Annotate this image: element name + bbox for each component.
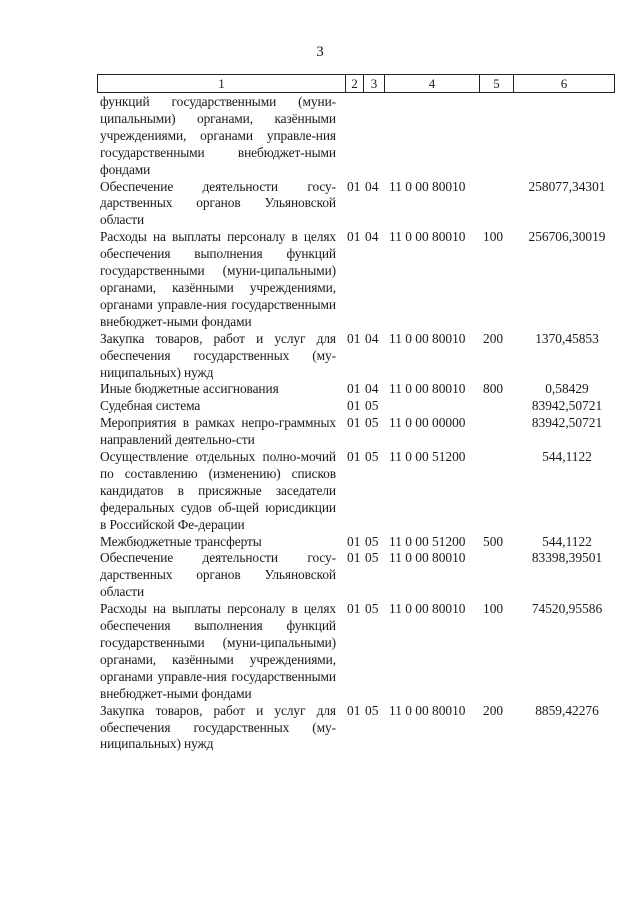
- row-description: Межбюджетные трансферты: [100, 533, 262, 549]
- row-target-article: 11 0 00 80010: [389, 178, 466, 194]
- row-expense-type: 200: [483, 330, 504, 346]
- table-row: [0, 179, 640, 230]
- row-amount: 258077,34301: [528, 178, 606, 194]
- row-code-section: 01: [347, 533, 361, 549]
- row-target-article: 11 0 00 80010: [389, 330, 466, 346]
- table-row: [0, 601, 640, 702]
- row-code-section: 01: [347, 550, 361, 566]
- row-code-section: 01: [347, 178, 361, 194]
- row-code-subsection: 05: [365, 702, 379, 718]
- row-amount: 74520,95586: [531, 601, 603, 617]
- row-expense-type: 800: [483, 381, 504, 397]
- row-description: Осуществление отдельных полно-мочий по составлению (изменению) списков кандидатов в присяжные заседатели федеральных судов об-щей юрисдикции в Российской Фе-дерации: [100, 449, 336, 532]
- row-amount: 1370,45853: [535, 330, 599, 346]
- row-target-article: 11 0 00 80010: [389, 229, 466, 245]
- row-description: Обеспечение деятельности госу-дарственных органов Ульяновской области: [100, 178, 336, 228]
- row-target-article: 11 0 00 80010: [389, 601, 466, 617]
- row-code-subsection: 04: [365, 330, 379, 346]
- table-row: [0, 331, 640, 382]
- row-description: Расходы на выплаты персоналу в целях обеспечения выполнения функций государственными (муни-ципальными) органами, казёнными учреждениями, органами управле-ния государственными внебюджет-ными фондами: [100, 601, 336, 701]
- row-code-subsection: 05: [365, 601, 379, 617]
- row-expense-type: 500: [483, 533, 504, 549]
- row-expense-type: 100: [483, 229, 504, 245]
- row-target-article: 11 0 00 51200: [389, 449, 466, 465]
- row-code-subsection: 04: [365, 178, 379, 194]
- row-code-section: 01: [347, 229, 361, 245]
- row-amount: 256706,30019: [528, 229, 606, 245]
- row-target-article: 11 0 00 80010: [389, 550, 466, 566]
- header-col-3: 3: [364, 75, 385, 93]
- row-description: функций государственными (муни-ципальными) органами, казёнными учреждениями, органами управле-ния государственными внебюджет-ными фондами: [100, 94, 336, 177]
- table-row: [0, 449, 640, 534]
- row-amount: 8859,42276: [535, 702, 599, 718]
- row-expense-type: 100: [483, 601, 504, 617]
- row-code-section: 01: [347, 381, 361, 397]
- row-code-section: 01: [347, 702, 361, 718]
- row-code-section: 01: [347, 330, 361, 346]
- budget-table-body: [0, 94, 640, 753]
- row-code-subsection: 05: [365, 415, 379, 431]
- row-code-subsection: 05: [365, 533, 379, 549]
- row-code-subsection: 04: [365, 381, 379, 397]
- row-code-subsection: 05: [365, 550, 379, 566]
- row-amount: 0,58429: [545, 381, 589, 397]
- row-code-section: 01: [347, 398, 361, 414]
- table-row: [0, 229, 640, 330]
- table-row: [0, 415, 640, 449]
- row-expense-type: 200: [483, 702, 504, 718]
- row-description: Судебная система: [100, 398, 201, 414]
- row-description: Иные бюджетные ассигнования: [100, 381, 279, 397]
- row-amount: 83942,50721: [531, 398, 603, 414]
- row-description: Закупка товаров, работ и услуг для обеспечения государственных (му-ниципальных) нужд: [100, 702, 336, 752]
- table-header: [97, 74, 615, 93]
- table-row: [0, 703, 640, 754]
- row-code-section: 01: [347, 415, 361, 431]
- row-target-article: 11 0 00 00000: [389, 415, 466, 431]
- row-code-subsection: 05: [365, 449, 379, 465]
- row-code-subsection: 04: [365, 229, 379, 245]
- row-code-section: 01: [347, 601, 361, 617]
- table-row: [0, 381, 640, 398]
- row-description: Расходы на выплаты персоналу в целях обеспечения выполнения функций государственными (муни-ципальными) органами, казёнными учреждениями, органами управле-ния государственными внебюджет-ными фондами: [100, 229, 336, 329]
- row-target-article: 11 0 00 80010: [389, 702, 466, 718]
- header-col-2: 2: [346, 75, 364, 93]
- row-code-section: 01: [347, 449, 361, 465]
- row-amount: 544,1122: [542, 533, 592, 549]
- row-description: Закупка товаров, работ и услуг для обеспечения государственных (му-ниципальных) нужд: [100, 330, 336, 380]
- header-col-6: 6: [514, 75, 615, 93]
- header-col-5: 5: [480, 75, 514, 93]
- header-col-4: 4: [385, 75, 480, 93]
- page-number: 3: [316, 44, 324, 60]
- row-amount: 544,1122: [542, 449, 592, 465]
- row-target-article: 11 0 00 51200: [389, 533, 466, 549]
- table-row: [0, 534, 640, 551]
- row-description: Обеспечение деятельности госу-дарственных органов Ульяновской области: [100, 550, 336, 600]
- table-row: [0, 398, 640, 415]
- row-amount: 83942,50721: [531, 415, 603, 431]
- header-col-1: 1: [98, 75, 346, 93]
- row-code-subsection: 05: [365, 398, 379, 414]
- table-row: [0, 94, 640, 179]
- table-row: [0, 550, 640, 601]
- row-amount: 83398,39501: [531, 550, 603, 566]
- row-description: Мероприятия в рамках непро-граммных направлений деятельно-сти: [100, 415, 336, 448]
- row-target-article: 11 0 00 80010: [389, 381, 466, 397]
